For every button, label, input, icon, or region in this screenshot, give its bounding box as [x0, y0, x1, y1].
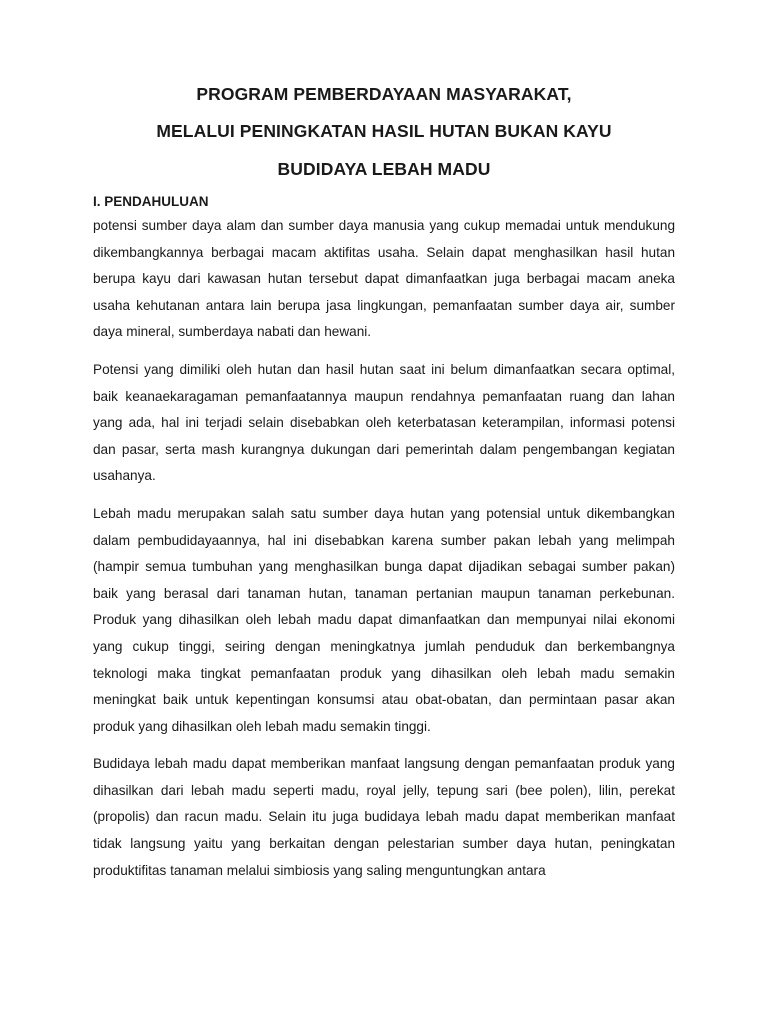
paragraph-2: Potensi yang dimiliki oleh hutan dan hasil hutan saat ini belum dimanfaatkan secara optimal, baik keanaekaragaman pemanfaatannya maupun rendahnya pemanfaatan ruang dan lahan yang ada, hal ini terjadi selain disebabkan oleh keterbatasan keterampilan, informasi potensi dan pasar, serta mash kurangnya dukungan dari pemerintah dalam pengembangan kegiatan usahanya. [93, 361, 675, 484]
paragraph-4: Budidaya lebah madu dapat memberikan manfaat langsung dengan pemanfaatan produk yang dihasilkan dari lebah madu seperti madu, royal jelly, tepung sari (bee polen), lilin, perekat (propolis) dan racun madu. Selain itu juga budidaya lebah madu dapat memberikan manfaat tidak langsung yaitu yang berkaitan dengan pelestarian sumber daya hutan, peningkatan produktifitas tanaman melalui simbiosis yang saling menguntungkan antara [93, 756, 675, 878]
document-title-line-2: MELALUI PENINGKATAN HASIL HUTAN BUKAN KAYU [156, 121, 612, 141]
document-page [93, 84, 675, 884]
document-title-line-1: PROGRAM PEMBERDAYAAN MASYARAKAT, [196, 84, 572, 104]
paragraph-1: potensi sumber daya alam dan sumber daya manusia yang cukup memadai untuk mendukung dikembangkannya berbagai macam aktifitas usaha. Selain dapat menghasilkan hasil hutan berupa kayu dari kawasan hutan tersebut dapat dimanfaatkan juga berbagai macam aneka usaha kehutanan antara lain berupa jasa lingkungan, pemanfaatan sumber daya air, sumber daya mineral, sumberdaya nabati dan hewani. [93, 218, 675, 340]
document-title-line-3: BUDIDAYA LEBAH MADU [277, 159, 491, 179]
paragraph-3: Lebah madu merupakan salah satu sumber daya hutan yang potensial untuk dikembangkan dalam pembudidayaannya, hal ini disebabkan karena sumber pakan lebah yang melimpah (hampir semua tumbuhan yang menghasilkan bunga dapat dijadikan sebagai sumber pakan) baik yang berasal dari tanaman hutan, tanaman pertanian maupun tanaman perkebunan. Produk yang dihasilkan oleh lebah madu dapat dimanfaatkan dan mempunyai nilai ekonomi yang cukup tinggi, seiring dengan meningkatnya jumlah penduduk dan berkembangnya teknologi maka tingkat pemanfaatan produk yang dihasilkan oleh lebah madu semakin meningkat baik untuk kepentingan konsumsi atau obat-obatan, dan permintaan pasar akan produk yang dihasilkan oleh lebah madu semakin tinggi. [93, 505, 675, 734]
section-heading: I. PENDAHULUAN [93, 194, 209, 209]
